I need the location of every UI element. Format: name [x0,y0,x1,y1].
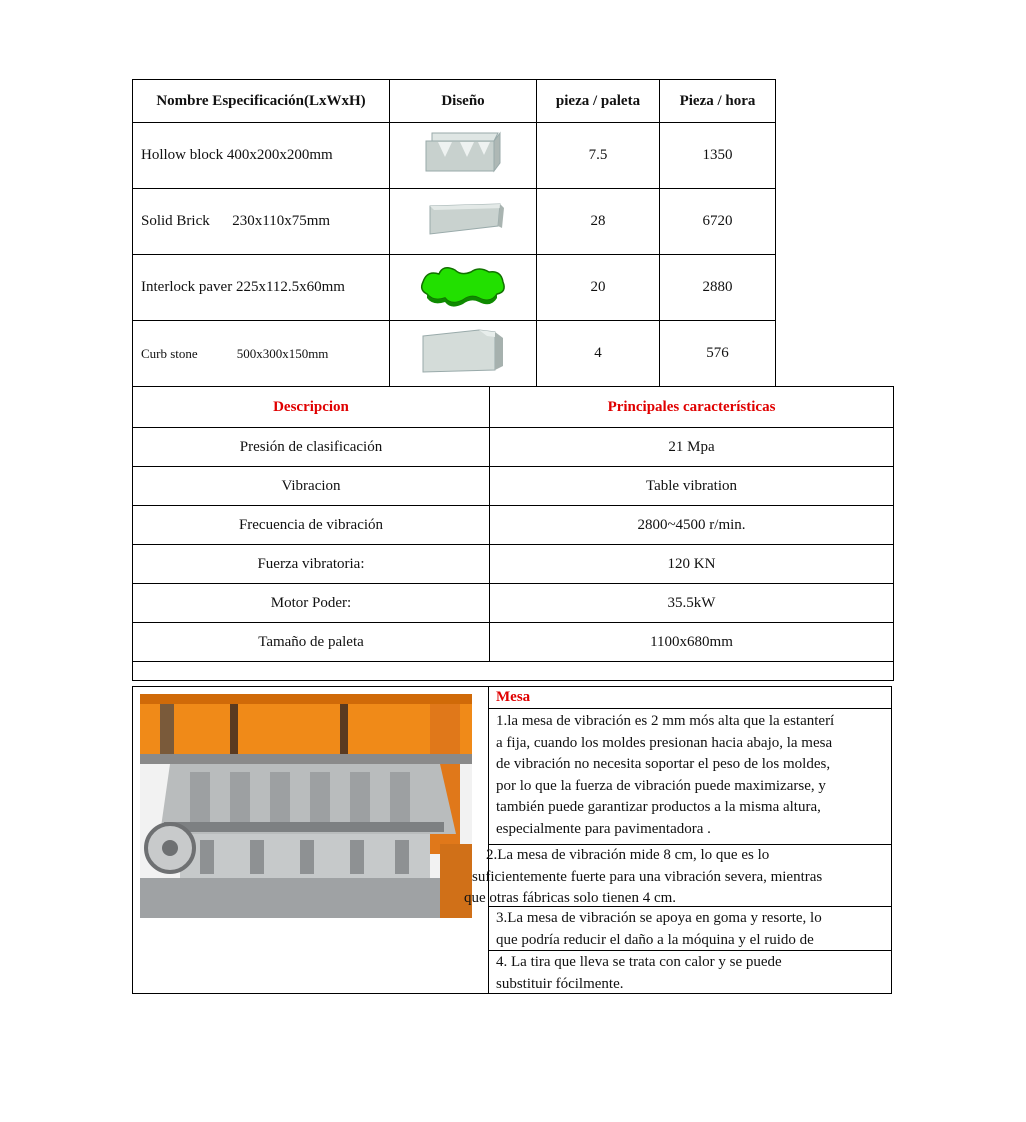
paragraph-line: por lo que la fuerza de vibración puede maximizarse, y [496,777,826,794]
pieces-per-pallet: 28 [537,189,660,255]
paragraph-line: también puede garantizar productos a la misma altura, [496,799,821,815]
mesa-paragraph-3 [488,906,892,950]
curb-stone-icon [390,321,537,387]
spec-row [133,623,894,662]
spec-label: Motor Poder: [133,584,490,623]
spec-value: 2800~4500 r/min. [490,506,894,545]
mesa-paragraph-2 [464,844,892,906]
hollow-block-icon [390,123,537,189]
paragraph-line: a fija, cuando los moldes presionan hacia abajo, la mesa [496,734,833,751]
pieces-per-hour: 576 [660,321,776,387]
pieces-per-pallet: 4 [537,321,660,387]
mesa-paragraph-4 [488,950,892,994]
pieces-per-hour: 2880 [660,255,776,321]
product-row [133,189,776,255]
spec-table [132,386,894,681]
product-name: Curb stone 500x300x150mm [133,321,390,387]
spec-value: 35.5kW [490,584,894,623]
spec-row [133,584,894,623]
paragraph-line: 1.la mesa de vibración es 2 mm mós alta que la estanterí [496,713,835,729]
product-row [133,123,776,189]
paragraph-line: suficientemente fuerte para una vibración severa, mientras [472,868,823,885]
mesa-paragraph-1 [488,708,892,844]
product-name: Interlock paver 225x112.5x60mm [133,255,390,321]
paragraph-line: que otras fábricas solo tienen 4 cm. [464,890,677,906]
paragraph-line: que podría reducir el daño a la móquina y el ruido de [496,931,814,948]
spec-value: Table vibration [490,467,894,506]
spec-label: Vibracion [133,467,490,506]
pieces-per-hour: 1350 [660,123,776,189]
spec-row [133,467,894,506]
paragraph-line: 2.La mesa de vibración mide 8 cm, lo que es lo [486,847,770,863]
paragraph-line: substituir fócilmente. [496,975,624,992]
product-name: Solid Brick 230x110x75mm [133,189,390,255]
pieces-per-hour: 6720 [660,189,776,255]
spec-row [133,428,894,467]
mesa-title: Mesa [496,689,531,705]
header-pieces-pallet: pieza / paleta [537,80,660,123]
interlock-paver-icon [390,255,537,321]
spec-label: Tamaño de paleta [133,623,490,662]
product-name: Hollow block 400x200x200mm [133,123,390,189]
product-row [133,321,776,387]
vibration-table-photo [140,694,472,918]
solid-brick-icon [390,189,537,255]
paragraph-line: 4. La tira que lleva se trata con calor y se puede [496,954,782,970]
paragraph-line: 3.La mesa de vibración se apoya en goma y resorte, lo [496,910,822,926]
spec-label: Fuerza vibratoria: [133,545,490,584]
product-table [132,79,776,387]
spec-value: 120 KN [490,545,894,584]
spec-label: Presión de clasificación [133,428,490,467]
spec-label: Frecuencia de vibración [133,506,490,545]
paragraph-line: especialmente para pavimentadora . [496,820,711,837]
product-row [133,255,776,321]
header-features: Principales características [490,387,894,428]
spacer-row [133,662,894,681]
header-description: Descripcion [133,387,490,428]
spec-value: 1100x680mm [490,623,894,662]
header-design: Diseño [390,80,537,123]
spec-row [133,545,894,584]
spec-value: 21 Mpa [490,428,894,467]
pieces-per-pallet: 20 [537,255,660,321]
header-name: Nombre Especificación(LxWxH) [133,80,390,123]
pieces-per-pallet: 7.5 [537,123,660,189]
spec-row [133,506,894,545]
header-pieces-hour: Pieza / hora [660,80,776,123]
paragraph-line: de vibración no necesita soportar el peso de los moldes, [496,756,831,772]
